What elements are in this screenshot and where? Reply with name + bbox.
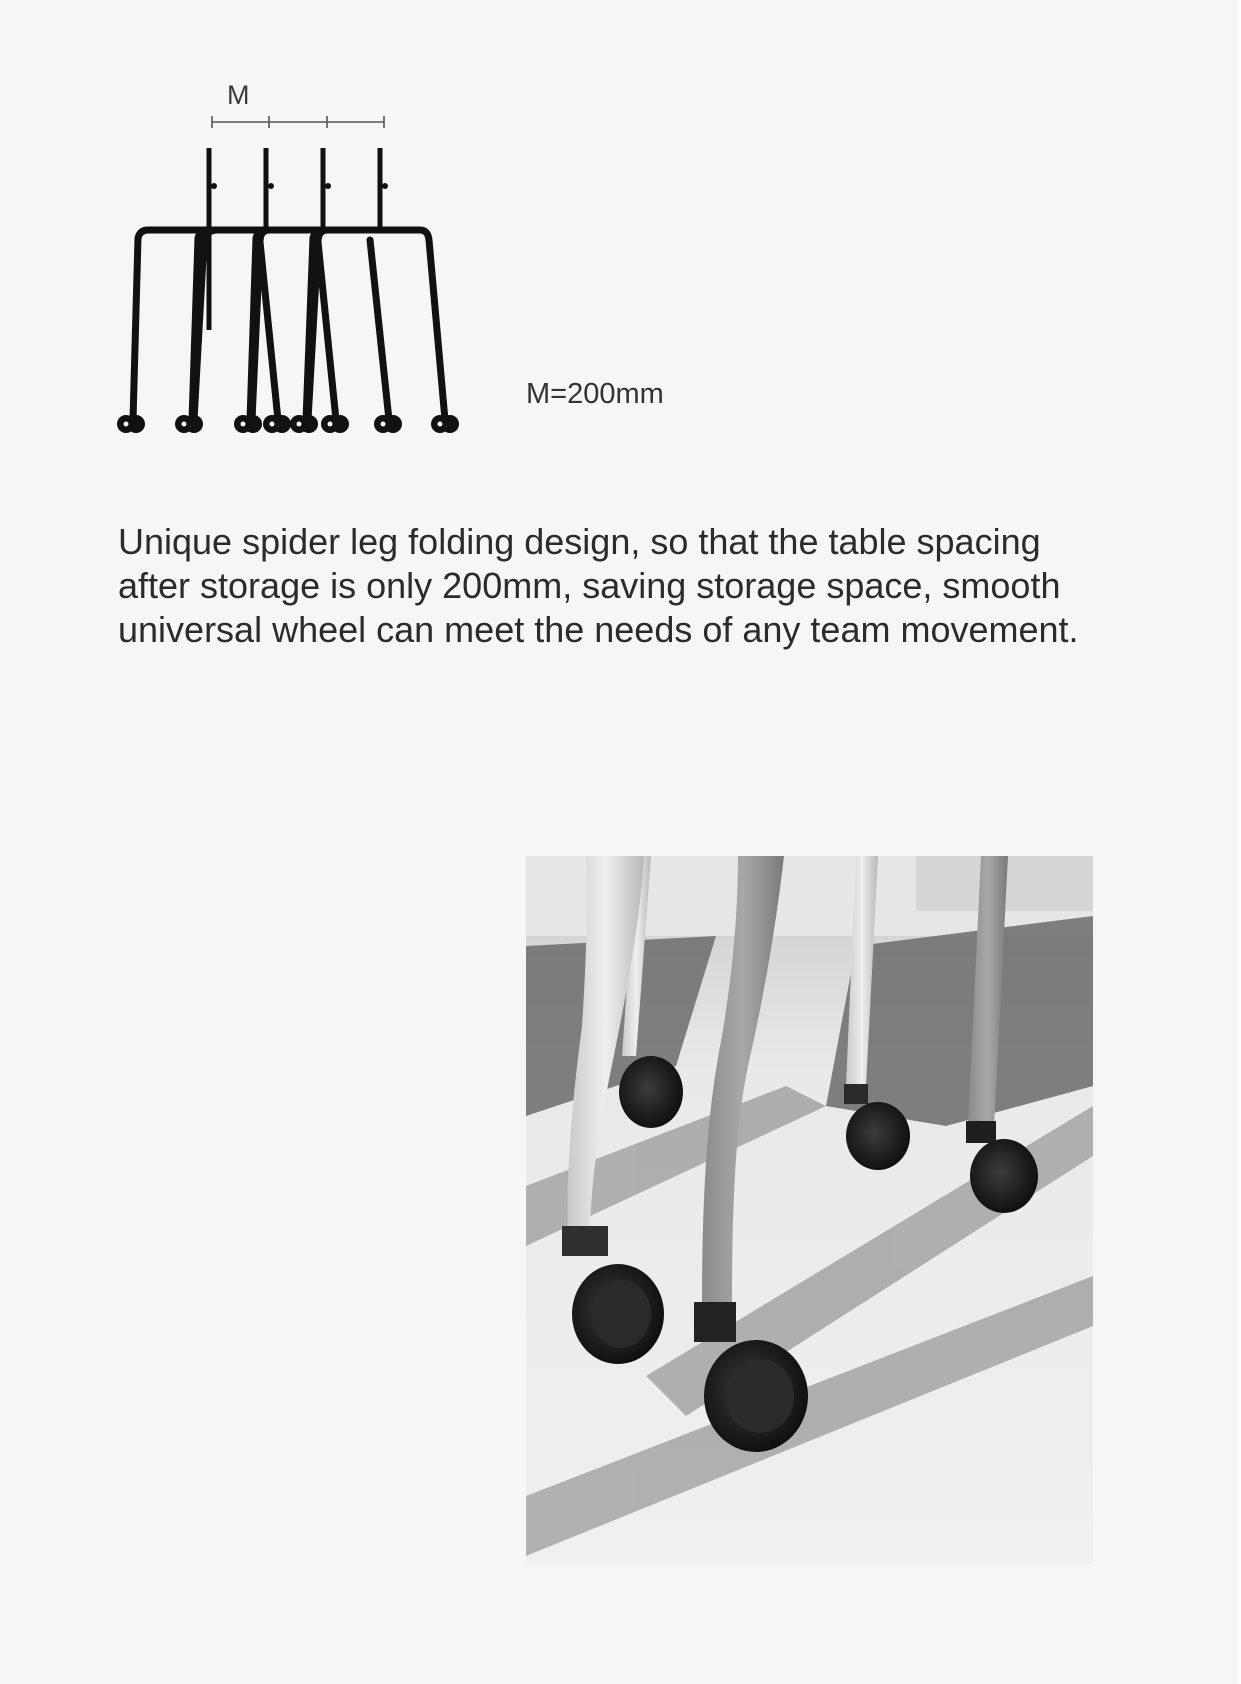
caster-wheels (117, 415, 459, 433)
spacing-note: M=200mm (526, 378, 664, 410)
dimension-line (212, 116, 384, 128)
leg-frames (133, 230, 445, 420)
dimension-label: M (227, 80, 251, 110)
feature-description: Unique spider leg folding design, so that the table spacing after storage is only 200mm, saving storage space, smooth universal wheel can meet the needs of any team movement. (118, 521, 1079, 650)
caster-legs-photo (526, 856, 1093, 1564)
product-photo (526, 856, 1093, 1564)
folding-legs-diagram (100, 70, 480, 440)
table-posts (209, 148, 380, 330)
